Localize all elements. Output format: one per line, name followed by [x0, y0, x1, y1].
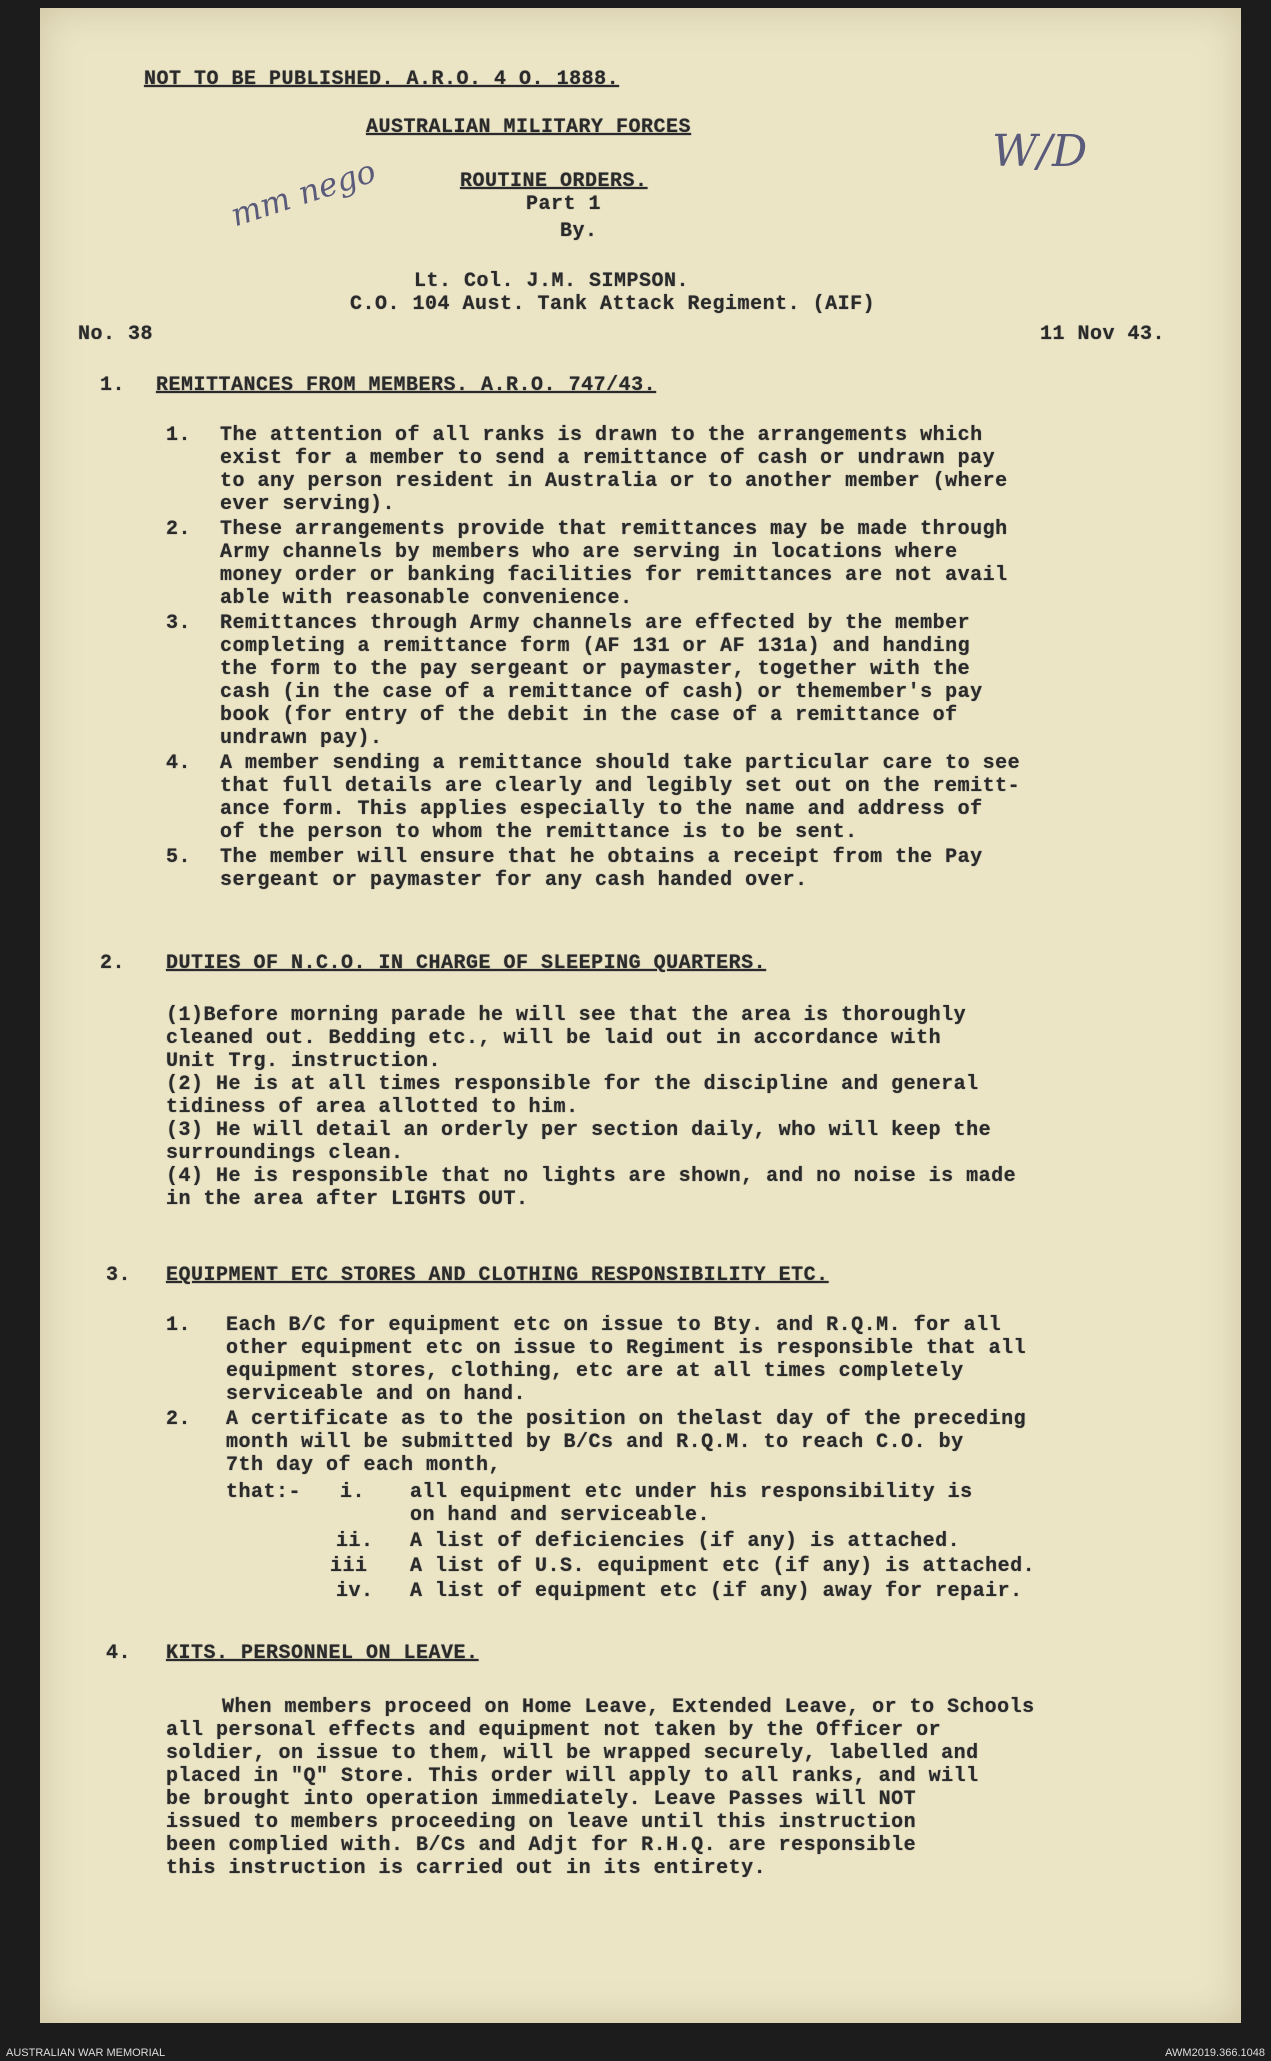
section-3-item-number: 1. — [166, 1314, 192, 1337]
force-title: AUSTRALIAN MILITARY FORCES — [366, 116, 692, 139]
certificate-item-text: all equipment etc under his responsibility is on hand and serviceable. — [410, 1481, 973, 1527]
section-2-text: (1)Before morning parade he will see that the area is thoroughly cleaned out. Bedding etc., will be laid out in accordance with Unit Trg. instruction. (2) He is at all times responsible for the discipline and general tidiness of area allotted to him. (3) He will detail an orderly per section daily, who will keep the surroundings clean. (4) He is responsible that no lights are shown, and no noise is made in the area after LIGHTS OUT. — [166, 1004, 1017, 1211]
footer-accession-number: AWM2019.366.1048 — [1165, 2047, 1265, 2059]
certificate-item-number: i. — [340, 1481, 366, 1504]
certificate-item-text: A list of U.S. equipment etc (if any) is attached. — [410, 1555, 1036, 1578]
section-1-item-number: 2. — [166, 518, 192, 541]
section-4-number: 4. — [106, 1642, 132, 1665]
distribution-notice: NOT TO BE PUBLISHED. A.R.O. 4 O. 1888. — [144, 68, 620, 91]
order-date: 11 Nov 43. — [1040, 323, 1166, 346]
part-label: Part 1 — [526, 193, 602, 216]
section-2-number: 2. — [100, 952, 126, 975]
section-1-item-number: 1. — [166, 424, 192, 447]
unit-name: C.O. 104 Aust. Tank Attack Regiment. (AIF) — [350, 293, 876, 316]
certificate-item-number: iii — [330, 1555, 368, 1578]
document-sheet — [40, 8, 1241, 2023]
section-1-item-text: The member will ensure that he obtains a receipt from the Pay sergeant or paymaster for any cash handed over. — [220, 846, 983, 892]
orders-title: ROUTINE ORDERS. — [460, 170, 648, 193]
handwritten-margin-note: mm nego — [225, 151, 381, 235]
by-label: By. — [560, 220, 598, 243]
section-3-item-number: 2. — [166, 1408, 192, 1431]
section-2-title: DUTIES OF N.C.O. IN CHARGE OF SLEEPING QUARTERS. — [166, 952, 767, 975]
certificate-item-number: ii. — [336, 1530, 374, 1553]
footer-credit: AUSTRALIAN WAR MEMORIAL — [6, 2047, 166, 2059]
handwritten-wd: W/D — [992, 126, 1088, 177]
section-3-title: EQUIPMENT ETC STORES AND CLOTHING RESPONSIBILITY ETC. — [166, 1264, 829, 1287]
section-4-text: When members proceed on Home Leave, Extended Leave, or to Schools all personal effects and equipment not taken by the Officer or soldier, on issue to them, will be wrapped securely, labelled and placed in "Q" Store. This order will apply to all ranks, and will be brought into operation immediately. Leave Passes will NOT issued to members proceeding on leave until this instruction been complied with. B/Cs and Adjt for R.H.Q. are responsible this instruction is carried out in its entirety. — [166, 1696, 1035, 1880]
section-1-item-text: These arrangements provide that remittances may be made through Army channels by members who are serving in locations where money order or banking facilities for remittances are not avail able with reasonable convenience. — [220, 518, 1008, 610]
section-4-title: KITS. PERSONNEL ON LEAVE. — [166, 1642, 479, 1665]
section-3-item-text: A certificate as to the position on thelast day of the preceding month will be submitted by B/Cs and R.Q.M. to reach C.O. by 7th day of each month, — [226, 1408, 1027, 1477]
section-1-item-text: A member sending a remittance should take particular care to see that full details are clearly and legibly set out on the remitt- ance form. This applies especially to the name and address of of the person to whom the remittance is to be sent. — [220, 752, 1021, 844]
officer-name: Lt. Col. J.M. SIMPSON. — [414, 270, 690, 293]
section-1-item-number: 3. — [166, 612, 192, 635]
certificate-intro: that:- — [226, 1481, 302, 1504]
section-1-item-number: 5. — [166, 846, 192, 869]
certificate-item-number: iv. — [336, 1580, 374, 1603]
section-1-item-text: The attention of all ranks is drawn to the arrangements which exist for a member to send a remittance of cash or undrawn pay to any person resident in Australia or to another member (where ever serving). — [220, 424, 1008, 516]
section-1-number: 1. — [100, 374, 126, 397]
section-3-item-text: Each B/C for equipment etc on issue to Bty. and R.Q.M. for all other equipment etc on issue to Regiment is responsible that all equipment stores, clothing, etc are at all times completely serviceable and on hand. — [226, 1314, 1027, 1406]
order-number: No. 38 — [78, 323, 154, 346]
section-1-item-text: Remittances through Army channels are effected by the member completing a remittance form (AF 131 or AF 131a) and handing the form to the pay sergeant or paymaster, together with the cash (in the case of a remittance of cash) or themember's pay book (for entry of the debit in the case of a remittance of undrawn pay). — [220, 612, 983, 750]
section-1-item-number: 4. — [166, 752, 192, 775]
certificate-item-text: A list of deficiencies (if any) is attached. — [410, 1530, 961, 1553]
section-1-title: REMITTANCES FROM MEMBERS. A.R.O. 747/43. — [156, 374, 657, 397]
certificate-item-text: A list of equipment etc (if any) away for repair. — [410, 1580, 1023, 1603]
section-3-number: 3. — [106, 1264, 132, 1287]
